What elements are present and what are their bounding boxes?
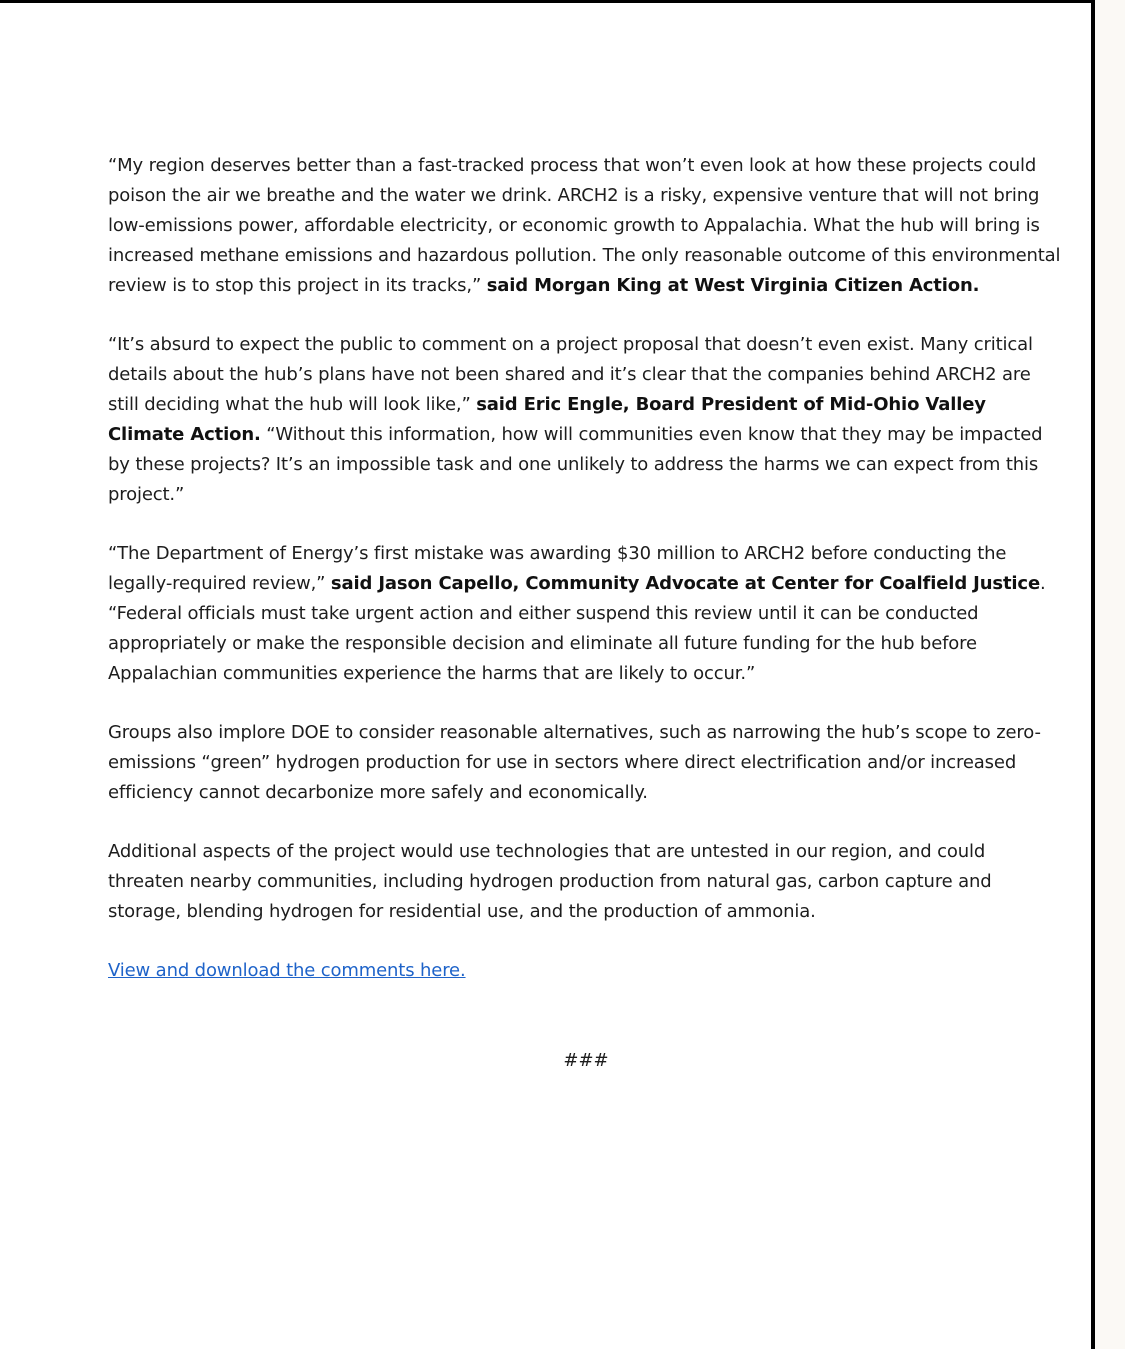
quote-text-continued: “Without this information, how will communities even know that they may be impacted by these projects? It’s an impossible task and one unlikely to address the harms we can expect from this project.” xyxy=(108,424,1043,505)
quote-paragraph-morgan-king xyxy=(108,151,1064,301)
end-mark: ### xyxy=(563,1050,609,1071)
alternatives-paragraph: Groups also implore DOE to consider reasonable alternatives, such as narrowing the hub’s scope to zero-emissions “green” hydrogen production for use in sectors where direct electrification and/or increased efficiency cannot decarbonize more safely and economically. xyxy=(108,722,1041,803)
quote-attribution: said Morgan King at West Virginia Citizen Action. xyxy=(486,275,980,296)
quote-text: “My region deserves better than a fast-tracked process that won’t even look at how these projects could poison the air we breathe and the water we drink. ARCH2 is a risky, expensive venture that will not bring low-emissions power, affordable electricity, or economic growth to Appalachia. What the hub will bring is increased methane emissions and hazardous pollution. The only reasonable outcome of this environmental review is to stop this project in its tracks,” xyxy=(108,155,1061,296)
view-comments-link[interactable]: View and download the comments here. xyxy=(108,960,466,981)
document-body xyxy=(108,151,1064,1015)
technologies-paragraph: Additional aspects of the project would use technologies that are untested in our region, and could threaten nearby communities, including hydrogen production from natural gas, carbon capture and storage, blending hydrogen for residential use, and the production of ammonia. xyxy=(108,841,992,922)
quote-text: “It’s absurd to expect the public to comment on a project proposal that doesn’t even exist. Many critical details about the hub’s plans have not been shared and it’s clear that the companies behind ARCH2 are still deciding what the hub will look like,” xyxy=(108,334,1033,415)
quote-paragraph-eric-engle xyxy=(108,330,1064,510)
quote-text: “The Department of Energy’s first mistake was awarding $30 million to ARCH2 before conducting the legally-required review,” xyxy=(108,543,1007,594)
quote-text-continued: . “Federal officials must take urgent action and either suspend this review until it can be conducted appropriately or make the responsible decision and eliminate all future funding for the hub before Appalachian communities experience the harms that are likely to occur.” xyxy=(108,573,1046,684)
quote-attribution: said Jason Capello, Community Advocate at Center for Coalfield Justice xyxy=(330,573,1041,594)
quote-attribution: said Eric Engle, Board President of Mid-Ohio Valley Climate Action. xyxy=(108,394,986,445)
quote-paragraph-jason-capello xyxy=(108,539,1064,689)
comments-link-paragraph xyxy=(108,956,1064,986)
